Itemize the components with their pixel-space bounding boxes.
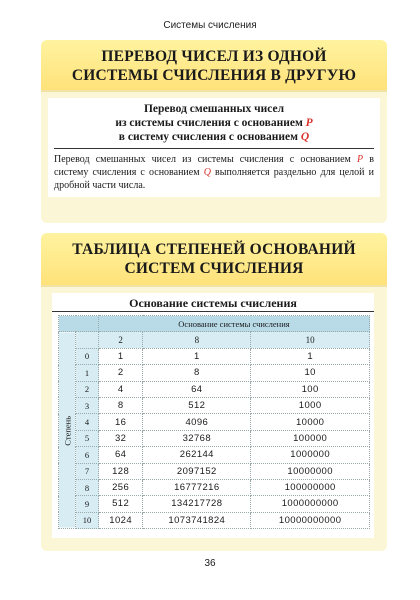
page-number: 36 — [204, 558, 216, 569]
definition-title-line — [54, 130, 374, 144]
value-base-10: 10000000000 — [251, 512, 370, 528]
exponent-cell: 3 — [76, 397, 99, 413]
value-base-2: 1024 — [99, 512, 143, 528]
value-base-8: 1 — [143, 348, 251, 364]
table-row — [59, 348, 370, 364]
exponent-cell: 10 — [76, 512, 99, 528]
exponent-cell: 5 — [76, 430, 99, 446]
table-row — [59, 397, 370, 413]
value-base-10: 1000 — [251, 397, 370, 413]
variable-p: P — [305, 117, 313, 129]
exponent-cell: 6 — [76, 447, 99, 463]
value-base-8: 512 — [143, 397, 251, 413]
table-row — [59, 496, 370, 512]
table-header-row — [59, 316, 370, 332]
section-title-powers — [41, 233, 387, 285]
definition-title-line: Перевод смешанных чисел — [143, 103, 285, 115]
powers-table — [58, 315, 370, 529]
text-span: выполняется раздельно для целой и дробной части числа. — [54, 167, 374, 191]
text-span: в систему счисления с основанием — [118, 131, 301, 143]
section-title-line: СИСТЕМЫ СЧИСЛЕНИЯ В ДРУГУЮ — [71, 67, 357, 84]
value-base-2: 512 — [99, 496, 143, 512]
base-header: 10 — [251, 332, 370, 348]
text-span: Перевод смешанных чисел из системы счисления с основанием — [54, 154, 358, 165]
section-title-line: СИСТЕМ СЧИСЛЕНИЯ — [124, 260, 304, 277]
table-row — [59, 414, 370, 430]
exponent-cell: 1 — [76, 365, 99, 381]
base-header: 2 — [99, 332, 143, 348]
section-powers-table — [41, 233, 387, 551]
value-base-10: 1 — [251, 348, 370, 364]
table-corner — [59, 316, 99, 332]
exponent-cell: 4 — [76, 414, 99, 430]
table-header: Основание системы счисления — [99, 316, 370, 332]
value-base-2: 8 — [99, 397, 143, 413]
value-base-8: 16777216 — [143, 479, 251, 495]
value-base-2: 128 — [99, 463, 143, 479]
value-base-8: 32768 — [143, 430, 251, 446]
value-base-10: 1000000 — [251, 447, 370, 463]
base-header: 8 — [143, 332, 251, 348]
value-base-2: 256 — [99, 479, 143, 495]
table-row — [59, 512, 370, 528]
value-base-10: 10000000 — [251, 463, 370, 479]
section-title-conversion — [41, 40, 387, 90]
section-title-line: ТАБЛИЦА СТЕПЕНЕЙ ОСНОВАНИЙ — [72, 241, 356, 258]
exponent-cell: 9 — [76, 496, 99, 512]
value-base-2: 2 — [99, 365, 143, 381]
page-header: Системы счисления — [163, 20, 257, 31]
table-corner — [76, 332, 99, 348]
value-base-8: 2097152 — [143, 463, 251, 479]
powers-table-card — [52, 293, 374, 538]
exponent-cell: 8 — [76, 479, 99, 495]
text-span: в систему счисления с основанием — [54, 154, 374, 178]
section-title-line: ПЕРЕВОД ЧИСЕЛ ИЗ ОДНОЙ — [101, 48, 327, 65]
exponent-cell: 0 — [76, 348, 99, 364]
value-base-2: 4 — [99, 381, 143, 397]
value-base-2: 32 — [99, 430, 143, 446]
value-base-10: 100000 — [251, 430, 370, 446]
value-base-8: 64 — [143, 381, 251, 397]
definition-box — [48, 98, 380, 197]
value-base-8: 4096 — [143, 414, 251, 430]
value-base-8: 1073741824 — [143, 512, 251, 528]
definition-text — [54, 149, 374, 192]
definition-title — [54, 102, 374, 149]
value-base-10: 1000000000 — [251, 496, 370, 512]
value-base-8: 262144 — [143, 447, 251, 463]
value-base-10: 100 — [251, 381, 370, 397]
exponent-cell: 7 — [76, 463, 99, 479]
definition-title-line — [54, 116, 374, 130]
variable-p: P — [357, 154, 364, 165]
text-span: из системы счисления с основанием — [115, 117, 306, 129]
value-base-2: 64 — [99, 447, 143, 463]
table-bases-row — [59, 332, 370, 348]
section-conversion — [41, 40, 387, 223]
value-base-2: 16 — [99, 414, 143, 430]
exponent-cell: 2 — [76, 381, 99, 397]
value-base-8: 8 — [143, 365, 251, 381]
value-base-10: 10 — [251, 365, 370, 381]
variable-q: Q — [203, 167, 211, 178]
table-row — [59, 463, 370, 479]
table-row — [59, 447, 370, 463]
table-row — [59, 479, 370, 495]
value-base-10: 100000000 — [251, 479, 370, 495]
table-row — [59, 381, 370, 397]
value-base-8: 134217728 — [143, 496, 251, 512]
value-base-2: 1 — [99, 348, 143, 364]
variable-q: Q — [300, 131, 310, 143]
table-row — [59, 365, 370, 381]
value-base-10: 10000 — [251, 414, 370, 430]
side-label-power: Степень — [59, 332, 76, 529]
table-row — [59, 430, 370, 446]
table-card-title: Основание системы счисления — [52, 293, 374, 312]
